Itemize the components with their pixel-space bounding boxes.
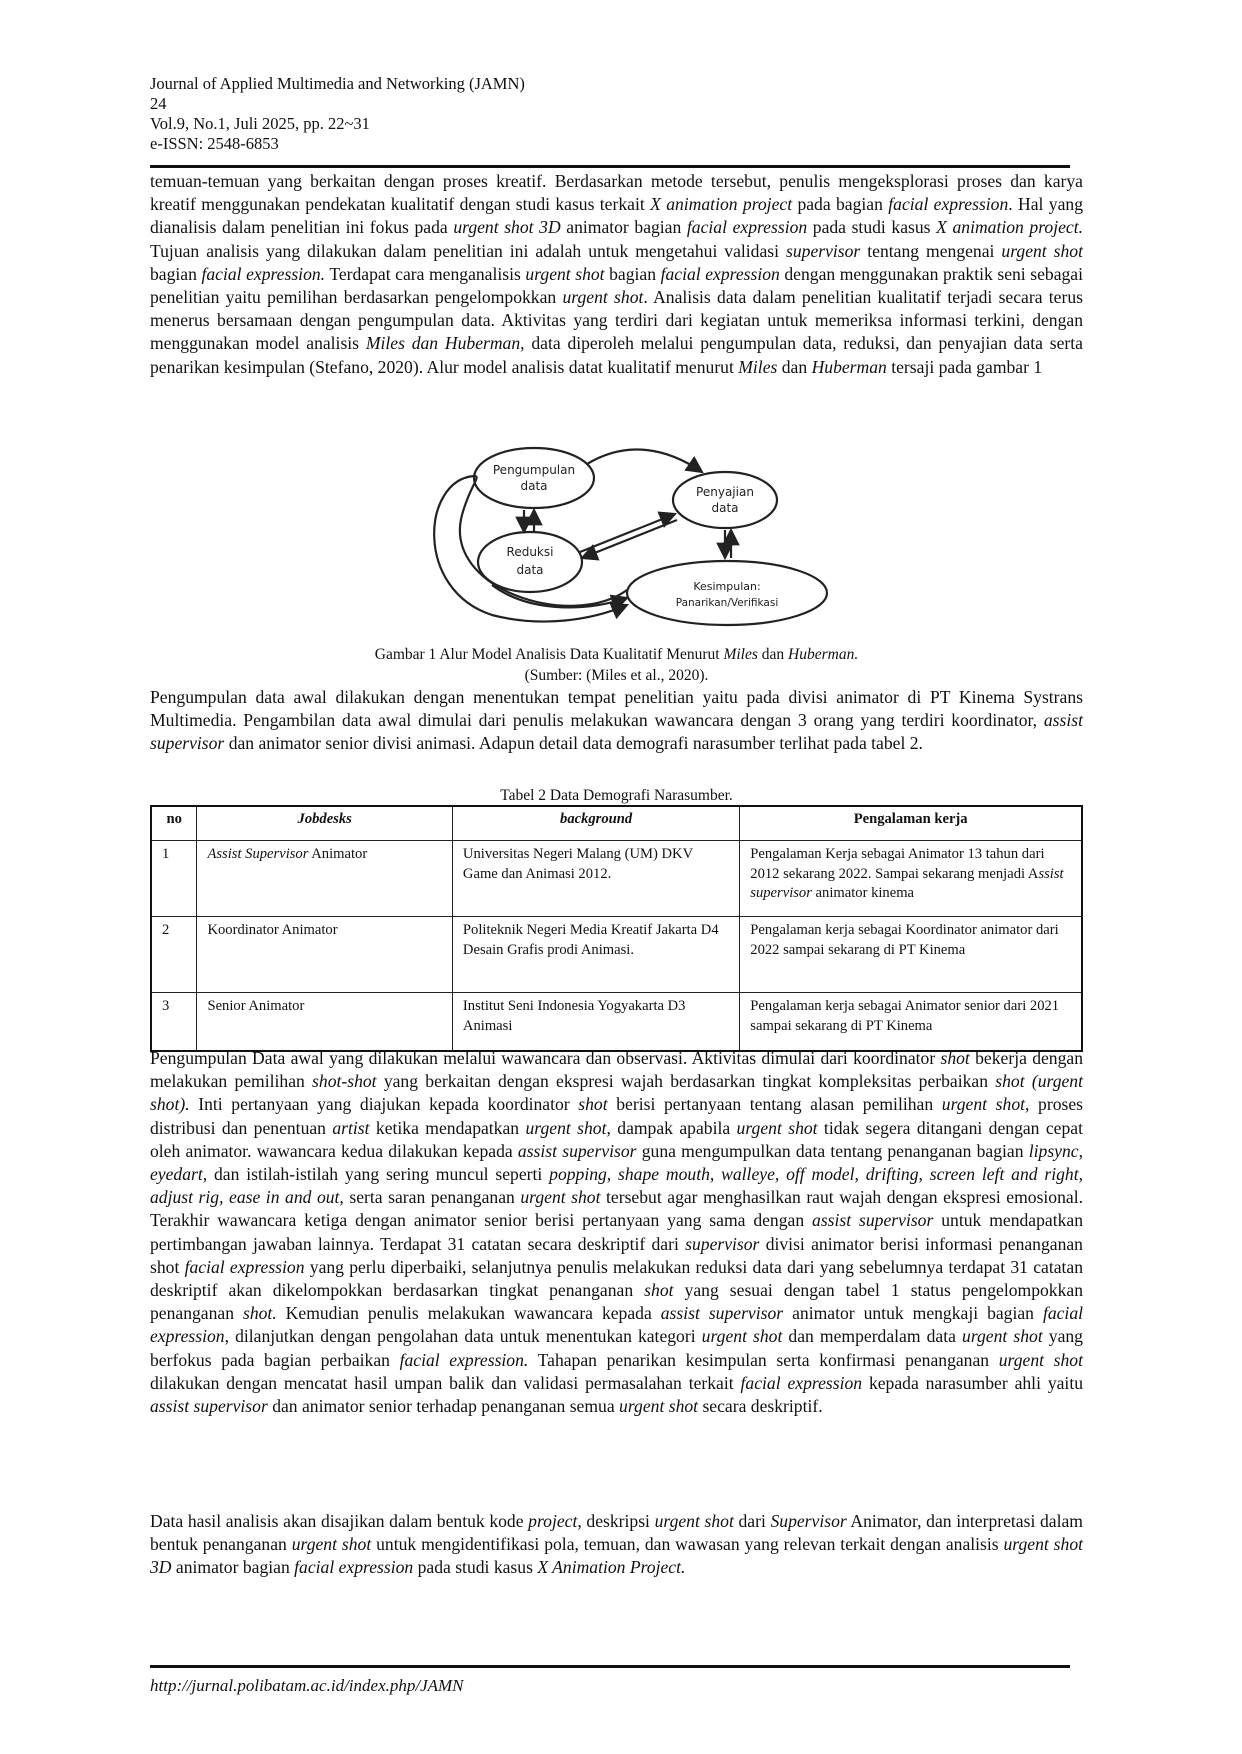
paragraph-1: temuan-temuan yang berkaitan dengan proses kreatif. Berdasarkan metode tersebut, penulis mengeksplorasi proses dan karya kreatif menggunakan pendekatan kualitatif dengan studi kasus terkait X animation project pada bagian facial expression. Hal yang dianalisis dalam penelitian ini fokus pada urgent shot 3D animator bagian facial expression pada studi kasus X animation project. Tujuan analisis yang dilakukan dalam penelitian ini adalah untuk mengetahui validasi supervisor tentang mengenai urgent shot bagian facial expression. Terdapat cara menganalisis urgent shot bagian facial expression dengan menggunakan praktik seni sebagai penelitian yaitu pemilihan berdasarkan pengelompokkan urgent shot. Analisis data dalam penelitian kualitatif terjadi secara terus menerus bersamaan dengan pengumpulan data. Aktivitas yang terdiri dari kegiatan untuk memeriksa informasi terkini, dengan menggunakan model analisis Miles dan Huberman, data diperoleh melalui pengumpulan data, reduksi, dan penyajian data serta penarikan kesimpulan (Stefano, 2020). Alur model analisis datat kualitatif menurut Miles dan Huberman tersaji pada gambar 1 xyxy=(150,171,1084,377)
figure-1-diagram xyxy=(412,440,832,636)
header-background: background xyxy=(452,806,739,841)
header-rule xyxy=(150,165,1070,168)
journal-title: Journal of Applied Multimedia and Networking (JAMN) xyxy=(150,74,525,93)
header-no: no xyxy=(151,806,197,841)
node-kesimpulan xyxy=(627,561,827,625)
node-penyajian-label-2: data xyxy=(711,501,739,515)
arrow-reduksi-penyajian xyxy=(580,514,675,552)
node-pengumpulan-label-2: data xyxy=(520,479,548,493)
node-kesimpulan-label-1: Kesimpulan: xyxy=(693,580,761,593)
header-pengalaman: Pengalaman kerja xyxy=(740,806,1082,841)
footer-url: http://jurnal.polibatam.ac.id/index.php/JAMN xyxy=(150,1676,464,1695)
node-reduksi-label-2: data xyxy=(516,563,544,577)
arrow-pengumpulan-penyajian xyxy=(587,450,702,472)
arrow-penyajian-reduksi xyxy=(582,520,677,558)
page-header xyxy=(150,74,1085,154)
table-row: 1 Assist Supervisor Animator Universitas Negeri Malang (UM) DKV Game dan Animasi 2012. Pengalaman Kerja sebagai Animator 13 tahun dari 2012 sekarang 2022. Sampai sekarang menjadi Assist supervisor animator kinema xyxy=(151,841,1082,917)
node-pengumpulan-label-1: Pengumpulan xyxy=(492,463,576,477)
table-header-row xyxy=(151,806,1082,841)
issn: e-ISSN: 2548-6853 xyxy=(150,134,279,153)
arrow-reduksi-kesimpulan xyxy=(492,585,627,607)
node-penyajian xyxy=(673,472,777,528)
figure-caption: Gambar 1 Alur Model Analisis Data Kualitatif Menurut Miles dan Huberman. xyxy=(374,646,859,663)
node-reduksi-label-1: Reduksi xyxy=(506,545,554,559)
node-kesimpulan-label-2: Panarikan/Verifikasi xyxy=(675,597,779,609)
table-caption: Tabel 2 Data Demografi Narasumber. xyxy=(500,787,733,804)
paragraph-2: Pengumpulan data awal dilakukan dengan menentukan tempat penelitian yaitu pada divisi animator di PT Kinema Systrans Multimedia. Pengambilan data awal dimulai dari penulis melakukan wawancara dengan 3 orang yang terdiri koordinator, assist supervisor dan animator senior divisi animasi. Adapun detail data demografi narasumber terlihat pada tabel 2. xyxy=(150,687,1083,754)
paragraph-4: Data hasil analisis akan disajikan dalam bentuk kode project, deskripsi urgent shot dari Supervisor Animator, dan interpretasi dalam bentuk penanganan urgent shot untuk mengidentifikasi pola, temuan, dan wawasan yang relevan terkait dengan analisis urgent shot 3D animator bagian facial expression pada studi kasus X Animation Project. xyxy=(150,1511,1084,1578)
node-pengumpulan xyxy=(474,448,594,508)
page-number: 24 xyxy=(150,94,167,113)
demographics-table xyxy=(150,805,1083,1052)
footer-rule xyxy=(150,1665,1070,1668)
table-row: 3 Senior Animator Institut Seni Indonesia Yogyakarta D3 Animasi Pengalaman kerja sebagai Animator senior dari 2021 sampai sekarang di PT Kinema xyxy=(151,993,1082,1051)
table-row: 2 Koordinator Animator Politeknik Negeri Media Kreatif Jakarta D4 Desain Grafis prodi Animasi. Pengalaman kerja sebagai Koordinator animator dari 2022 sampai sekarang di PT Kinema xyxy=(151,917,1082,993)
node-penyajian-label-1: Penyajian xyxy=(696,485,754,499)
volume-info: Vol.9, No.1, Juli 2025, pp. 22~31 xyxy=(150,114,370,133)
header-jobdesks: Jobdesks xyxy=(197,806,452,841)
figure-source: (Sumber: (Miles et al., 2020). xyxy=(524,667,709,684)
paragraph-3: Pengumpulan Data awal yang dilakukan melalui wawancara dan observasi. Aktivitas dimulai dari koordinator shot bekerja dengan melakukan pemilihan shot-shot yang berkaitan dengan ekspresi wajah berdasarkan tingkat kompleksitas perbaikan shot (urgent shot). Inti pertanyaan yang diajukan kepada koordinator shot berisi pertanyaan tentang alasan pemilihan urgent shot, proses distribusi dan penentuan artist ketika mendapatkan urgent shot, dampak apabila urgent shot tidak segera ditangani dengan cepat oleh animator. wawancara kedua dilakukan kepada assist supervisor guna mengumpulkan data tentang penanganan bagian lipsync, eyedart, dan istilah-istilah yang sering muncul seperti popping, shape mouth, walleye, off model, drifting, screen left and right, adjust rig, ease in and out, serta saran penanganan urgent shot tersebut agar menghasilkan raut wajah dengan ekspresi emosional. Terakhir wawancara ketiga dengan animator senior berisi pertanyaan yang sama dengan assist supervisor untuk mendapatkan pertimbangan jawaban lainnya. Terdapat 31 catatan secara deskriptif dari supervisor divisi animator berisi informasi penanganan shot facial expression yang perlu diperbaiki, selanjutnya penulis melakukan reduksi data dari yang sebelumnya terdapat 31 catatan deskriptif akan dikelompokkan berdasarkan tingkat penanganan shot yang sesuai dengan tabel 1 status pengelompokkan penanganan shot. Kemudian penulis melakukan wawancara kepada assist supervisor animator untuk mengkaji bagian facial expression, dilanjutkan dengan pengolahan data untuk menentukan kategori urgent shot dan memperdalam data urgent shot yang berfokus pada bagian perbaikan facial expression. Tahapan penarikan kesimpulan serta konfirmasi penanganan urgent shot dilakukan dengan mencatat hasil umpan balik dan validasi permasalahan terkait facial expression kepada narasumber ahli yaitu assist supervisor dan animator senior terhadap penanganan semua urgent shot secara deskriptif. xyxy=(150,1048,1084,1417)
